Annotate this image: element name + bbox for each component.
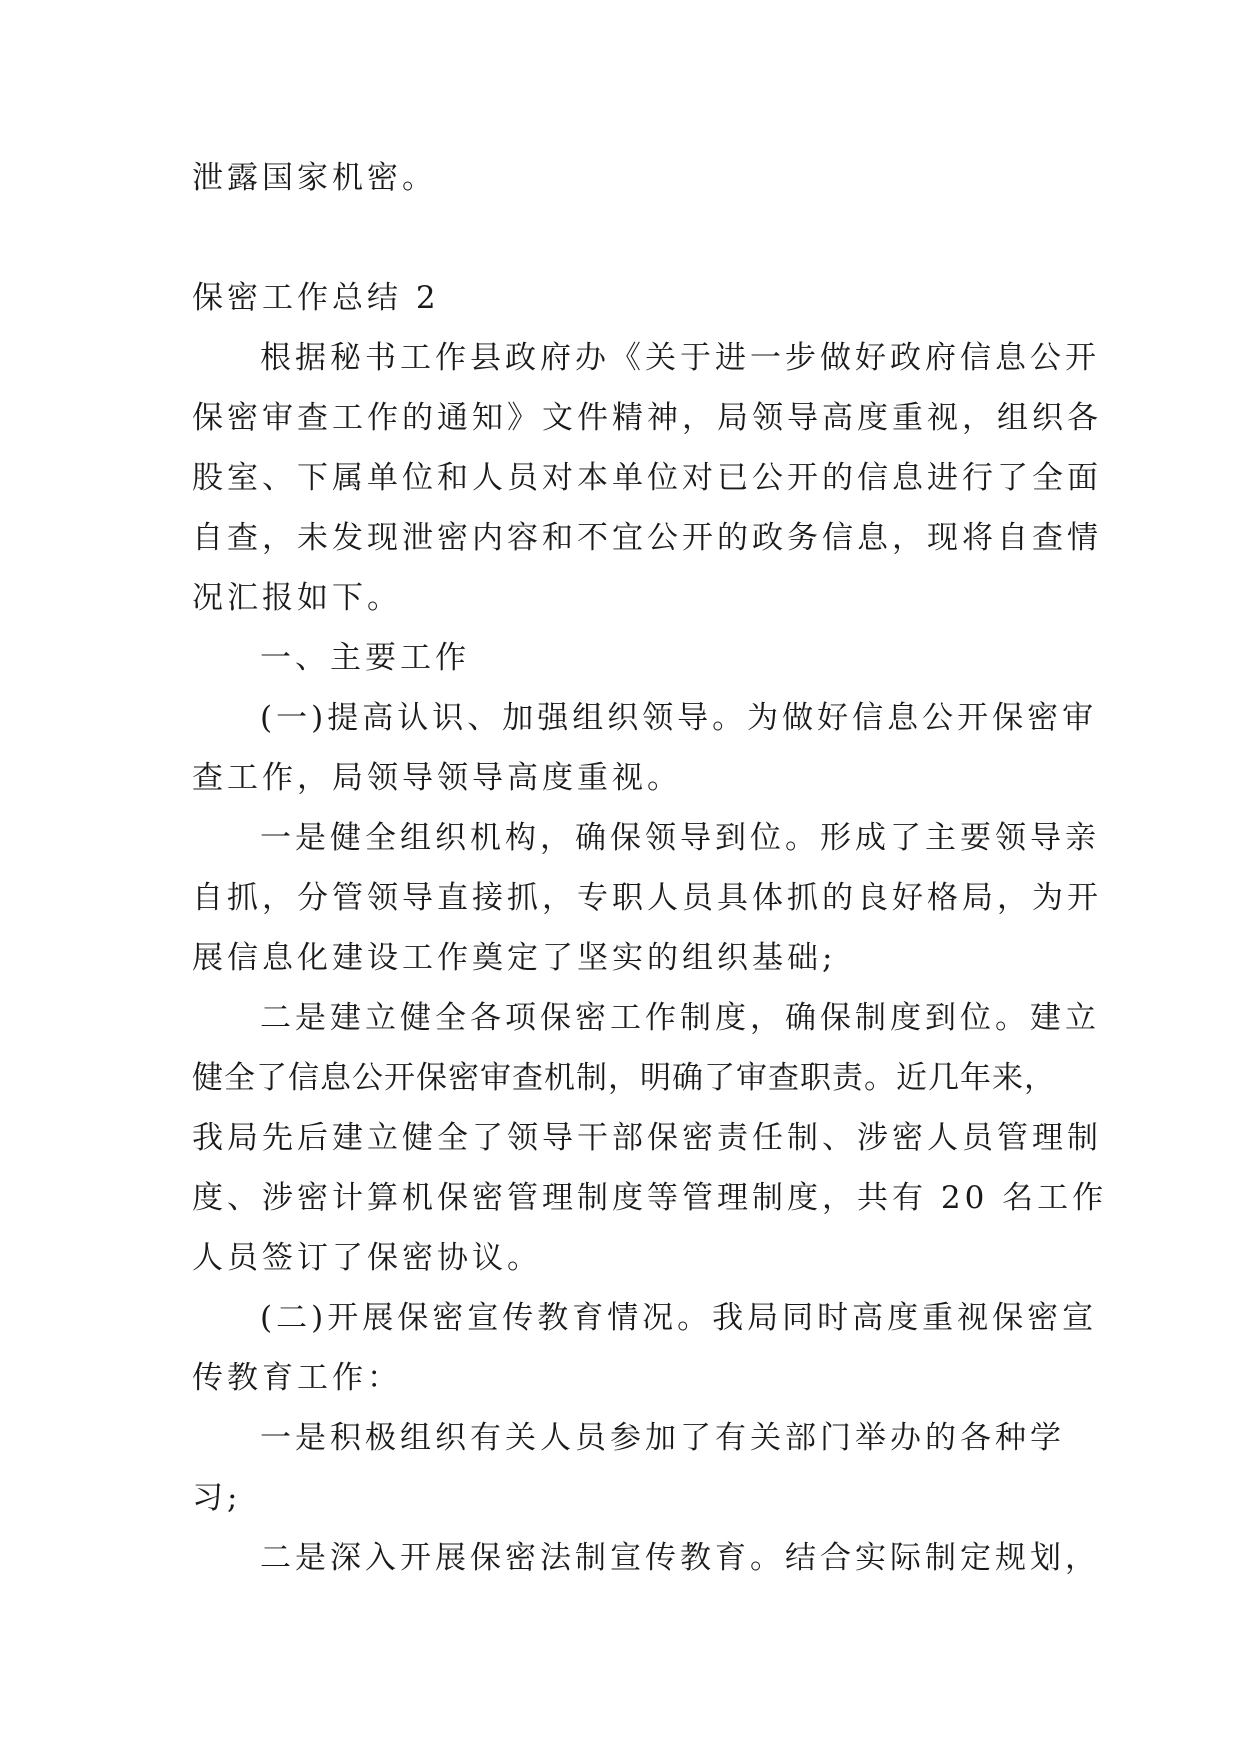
text-line: 健全了信息公开保密审查机制，明确了审查职责。近几年来， [192,1060,1056,1096]
text-line: 一是积极组织有关人员参加了有关部门举办的各种学 [260,1420,1065,1456]
text-line: 度、涉密计算机保密管理制度等管理制度，共有 20 名工作 [192,1180,1108,1216]
text-line: (一)提高认识、加强组织领导。为做好信息公开保密审 [260,700,1098,736]
text-line: 一、主要工作 [260,640,470,676]
text-line: 查工作，局领导领导高度重视。 [192,760,682,796]
text-line: 二是深入开展保密法制宣传教育。结合实际制定规划， [260,1540,1100,1576]
text-line: 人员签订了保密协议。 [192,1240,542,1276]
opening-line: 泄露国家机密。 [192,160,437,196]
text-line: (二)开展保密宣传教育情况。我局同时高度重视保密宣 [260,1300,1098,1336]
document-body [192,148,1108,1588]
text-line: 自抓，分管领导直接抓，专职人员具体抓的良好格局，为开 [192,880,1102,916]
text-line: 自查，未发现泄密内容和不宜公开的政务信息，现将自查情 [192,520,1102,556]
text-line: 传教育工作： [192,1360,402,1396]
section-heading: 保密工作总结 2 [192,280,440,316]
text-line: 展信息化建设工作奠定了坚实的组织基础; [192,940,837,976]
text-line: 况汇报如下。 [192,580,402,616]
text-line: 根据秘书工作县政府办《关于进一步做好政府信息公开 [260,340,1100,376]
text-line: 股室、下属单位和人员对本单位对已公开的信息进行了全面 [192,460,1102,496]
text-line: 保密审查工作的通知》文件精神，局领导高度重视，组织各 [192,400,1102,436]
text-line: 习; [192,1480,242,1516]
text-line: 我局先后建立健全了领导干部保密责任制、涉密人员管理制 [192,1120,1102,1156]
paragraph-lines [192,328,1108,1588]
text-line: 二是建立健全各项保密工作制度，确保制度到位。建立 [260,1000,1100,1036]
text-line: 一是健全组织机构，确保领导到位。形成了主要领导亲 [260,820,1100,856]
